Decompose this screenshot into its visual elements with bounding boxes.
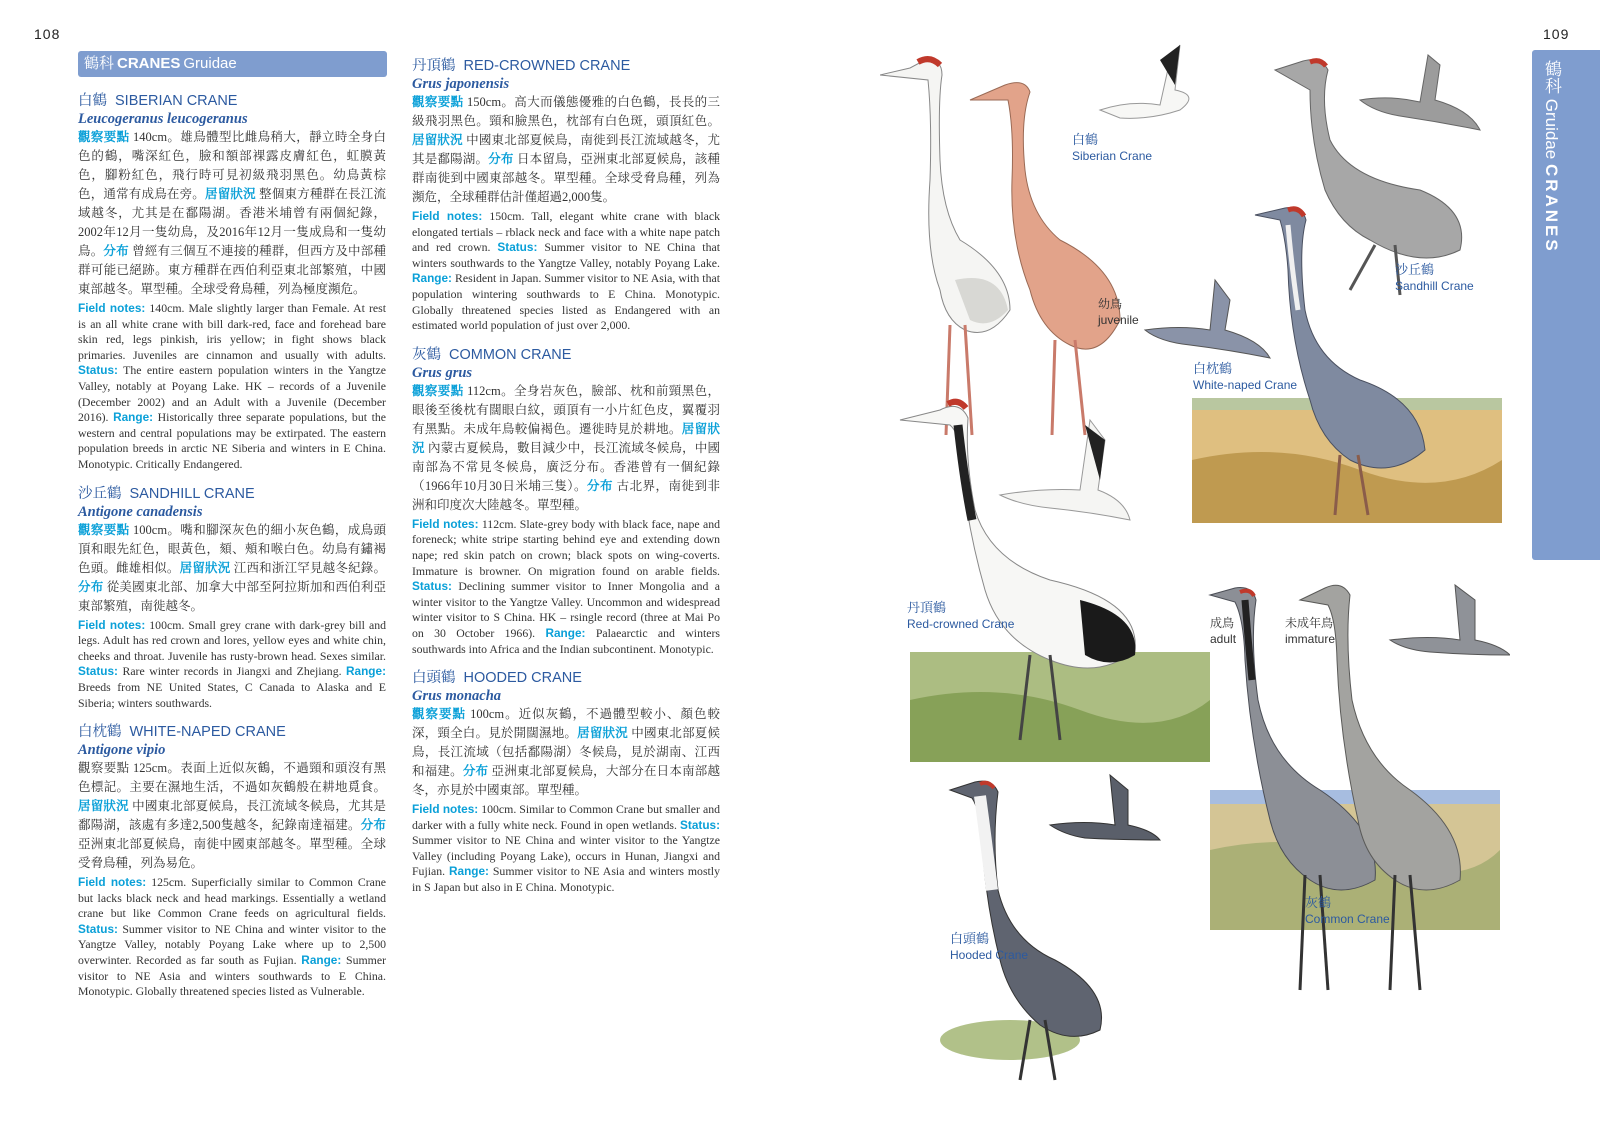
white-naped-crane-flying (1145, 280, 1270, 358)
hooded-crane-flying (1050, 775, 1160, 840)
species-entry-hooded (412, 669, 720, 896)
english-description: Field notes: 125cm. Superficially similar to Common Crane but lacks black neck and head markings. Essentially a wetland crane but like Common Crane feeds on agricultural fields. Status: Summer visitor to NE China and winter visitor to the Yangtze Valley, notably Poyang Lake where up to 2,500 overwinter. Recorded as far south as Fujian. Range: Summer visitor to NE Asia and winters southwards to E China. Monotypic. Globally threatened species listed as Vulnerable. (78, 875, 387, 999)
species-heading (412, 346, 720, 364)
species-name-zh: 丹頂鶴 (412, 58, 456, 74)
tab-title-en: CRANES (1542, 163, 1561, 254)
species-heading (78, 92, 386, 110)
red-crowned-crane-flying (1000, 420, 1130, 520)
species-name-zh: 白鶴 (78, 93, 107, 109)
scientific-name: Grus japonensis (412, 76, 510, 92)
species-name-zh: 沙丘鶴 (78, 485, 122, 502)
english-description: Field notes: 140cm. Male slightly larger than Female. At rest is an all white crane with bill dark-red, face and forehead bare skin red, legs pinkish, iris yellow; in fight shows black primaries. Juveniles are cinnamon and usually with adults. Status: The entire eastern population winters in the Yangtze Valley, notably at Poyang Lake. HK – records of a Juvenile (December 2002) and an Adult with a Juvenile (December 2016). Range: Historically three separate populations, but the western and central populations may be extirpated. The eastern population breeds in arctic NE Siberia and winters in E China. Monotypic. Critically Endangered. (78, 301, 387, 471)
section-title-zh: 鶴科 (84, 55, 115, 72)
species-heading (412, 669, 720, 687)
species-name-en: SIBERIAN CRANE (115, 93, 238, 109)
caption-siberian-crane: 白鶴 Siberian Crane (1072, 132, 1153, 163)
species-heading (78, 485, 386, 503)
chinese-description: 觀察要點 100cm。嘴和腳深灰色的細小灰色鶴，成鳥頭頂和眼先紅色，眼黃色，頦、頰和喉白色。幼鳥有鏽褐色頭。雌雄相似。居留狀況 江西和浙江罕見越冬紀錄。分布 從美國東北部、加拿大中部至阿拉斯加和西伯利亞東部繁殖，南徙越冬。 (78, 522, 386, 613)
common-crane-flying (1390, 585, 1510, 655)
species-name-en: WHITE-NAPED CRANE (129, 724, 286, 741)
caption-white-naped-crane: 白枕鶴 White-naped Crane (1193, 361, 1298, 392)
chinese-description: 觀察要點 140cm。雄鳥體型比雌鳥稍大，靜立時全身白色的鶴，嘴深紅色，臉和額部裸露皮膚紅色，虹膜黃色，腳粉紅色，飛行時可見初級飛羽黑色。幼鳥黃棕色，通常有成鳥在旁。居留狀況 整個東方種群在長江流域越冬，尤其是在鄱陽湖。香港米埔曾有兩個紀錄，2002年12月一隻幼鳥，及2016年12月一隻成鳥和一隻幼鳥。分布 曾經有三個互不連接的種群，但西方及中部種群可能已絕跡。東方種群在西伯利亞東北部繁殖，中國東部越冬。單型種。全球受脅鳥種，列為極度瀕危。 (78, 130, 386, 296)
species-name-zh: 灰鶴 (412, 346, 441, 363)
section-title-en: CRANES (117, 55, 181, 72)
caption-hooded-crane: 白頭鶴 Hooded Crane (950, 931, 1029, 962)
caption-juvenile: 幼鳥 juvenile (1098, 297, 1139, 327)
text-column-middle (412, 57, 720, 908)
sandhill-crane-flying (1360, 55, 1480, 130)
scientific-name: Antigone canadensis (78, 503, 203, 520)
scientific-name: Grus grus (412, 364, 473, 381)
caption-immature: 未成年鳥 immature (1285, 616, 1336, 646)
section-side-tab (1532, 50, 1600, 560)
section-banner (78, 51, 387, 77)
english-description: Field notes: 100cm. Small grey crane with dark-grey bill and legs. Adult has red crown and lores, yellow eyes and white chin, cheeks and throat. Juvenile has rusty-brown head. Sexes similar. Status: Rare winter records in Jiangxi and Zhejiang. Range: Breeds from NE United States, C Canada to Alaska and E Siberia; winters southwards. (78, 617, 386, 710)
chinese-description: 觀察要點 100cm。近似灰鶴，不過體型較小、顏色較深，頸全白。見於開闊濕地。居留狀況 中國東北部夏候鳥，長江流域（包括鄱陽湖）冬候鳥，見於湖南、江西和福建。分布 亞洲東北部夏候鳥，大部分在日本南部越冬，亦見於中國東部。單型種。 (412, 707, 720, 798)
tab-family: Gruidae (1542, 98, 1561, 160)
siberian-crane-adult (880, 59, 1010, 435)
crane-illustration-plate (880, 40, 1510, 1100)
chinese-description: 觀察要點 112cm。全身岩灰色，臉部、枕和前頸黑色，眼後至後枕有闊眼白紋，頭頂有一小片紅色皮，翼覆羽有黑點。未成年鳥較偏褐色。遷徙時見於耕地。居留狀況 內蒙古夏候鳥，數目減少中，長江流域冬候鳥，中國南部為不常見冬候鳥，廣泛分布。香港曾有一個紀錄（1966年10月30日米埔三隻）。分布 古北界，南徙到非洲和印度次大陸越冬。單型種。 (412, 383, 720, 512)
species-name-zh: 白頭鶴 (412, 670, 456, 687)
text-column-left (78, 92, 386, 1012)
species-name-en: HOODED CRANE (463, 670, 582, 687)
left-page-number: 108 (34, 26, 61, 42)
species-name-en: RED-CROWNED CRANE (463, 58, 631, 74)
scientific-name: Leucogeranus leucogeranus (78, 111, 248, 127)
caption-common-crane: 灰鶴 Common Crane (1305, 895, 1390, 926)
right-page-number: 109 (1543, 26, 1570, 42)
species-name-en: SANDHILL CRANE (129, 485, 255, 502)
caption-red-crowned-crane: 丹頂鶴 Red-crowned Crane (907, 600, 1015, 631)
english-description: Field notes: 112cm. Slate-grey body with black face, nape and foreneck; white stripe starting behind eye and extending down nape; red skin patch on crown; black spots on wing-coverts. Immature is browner. On migration found on arable fields. Status: Declining summer visitor to Inner Mongolia and a winter visitor to the Yangtze Valley. Uncommon and widespread winter visitor to S China. HK – rsingle record (three at Mai Po on 30 October 1966). Range: Palaearctic and winters southwards into Africa and the Indian subcontinent. Monotypic. (412, 516, 721, 656)
english-description: Field notes: 150cm. Tall, elegant white crane with black elongated tertials – rblack neck and face with a white nape patch and red crown. Status: Summer visitor to NE China that winters southwards to the Yangtze Valley, notably Poyang Lake. Range: Resident in Japan. Summer visitor to NE Asia, with that population wintering southwards to E China. Monotypic. Globally threatened species listed as Endangered with an estimated world population of just over 2,000. (412, 209, 720, 333)
section-family: Gruidae (183, 55, 237, 72)
tab-title-zh: 鶴科 (1542, 60, 1561, 94)
species-name-zh: 白枕鶴 (78, 724, 122, 741)
species-heading (412, 57, 720, 75)
caption-adult: 成鳥 adult (1210, 616, 1237, 646)
species-entry-white-naped (78, 723, 386, 1000)
marsh-habitat-middle (910, 652, 1210, 762)
species-heading (78, 723, 386, 741)
species-entry-sandhill (78, 485, 386, 712)
chinese-description: 觀察要點 150cm。高大而儀態優雅的白色鶴，長長的三級飛羽黑色。頸和臉黑色，枕部有白色斑，頭頂紅色。居留狀況 中國東北部夏候鳥，南徙到長江流域越冬，尤其是鄱陽湖。分布 日本留鳥，亞洲東北部夏候鳥，該種群南徙到中國東部越冬。單型種。全球受脅鳥種，列為瀕危，全球種群估計僅超過2,000隻。 (412, 95, 720, 204)
species-name-en: COMMON CRANE (449, 346, 572, 363)
chinese-description: 觀察要點 125cm。表面上近似灰鶴，不過頸和頭沒有黑色標記。主要在濕地生活，不過如灰鶴般在耕地覓食。居留狀況 中國東北部夏候鳥，長江流域冬候鳥，尤其是鄱陽湖，該處有多達2,500隻越冬，紀錄南達福建。分布 亞洲東北部夏候鳥，南徙中國東部越冬。單型種。全球受脅鳥種，列為易危。 (78, 761, 386, 871)
caption-sandhill-crane: 沙丘鶴 Sandhill Crane (1395, 262, 1474, 293)
species-entry-common (412, 346, 720, 657)
siberian-crane-flying (1100, 45, 1189, 118)
species-entry-siberian (78, 92, 386, 473)
scientific-name: Grus monacha (412, 688, 502, 705)
species-entry-red-crowned (412, 57, 720, 334)
scientific-name: Antigone vipio (78, 742, 166, 759)
english-description: Field notes: 100cm. Similar to Common Crane but smaller and darker with a fully white neck. Found in open wetlands. Status: Summer visitor to NE China and winter visitor to the Yangtze Valley (including Poyang Lake), occurs in Hunan, Jiangxi and Fujian. Range: Summer visitor to NE Asia and winters mostly in S Japan but also in E China. Monotypic. (412, 802, 721, 895)
